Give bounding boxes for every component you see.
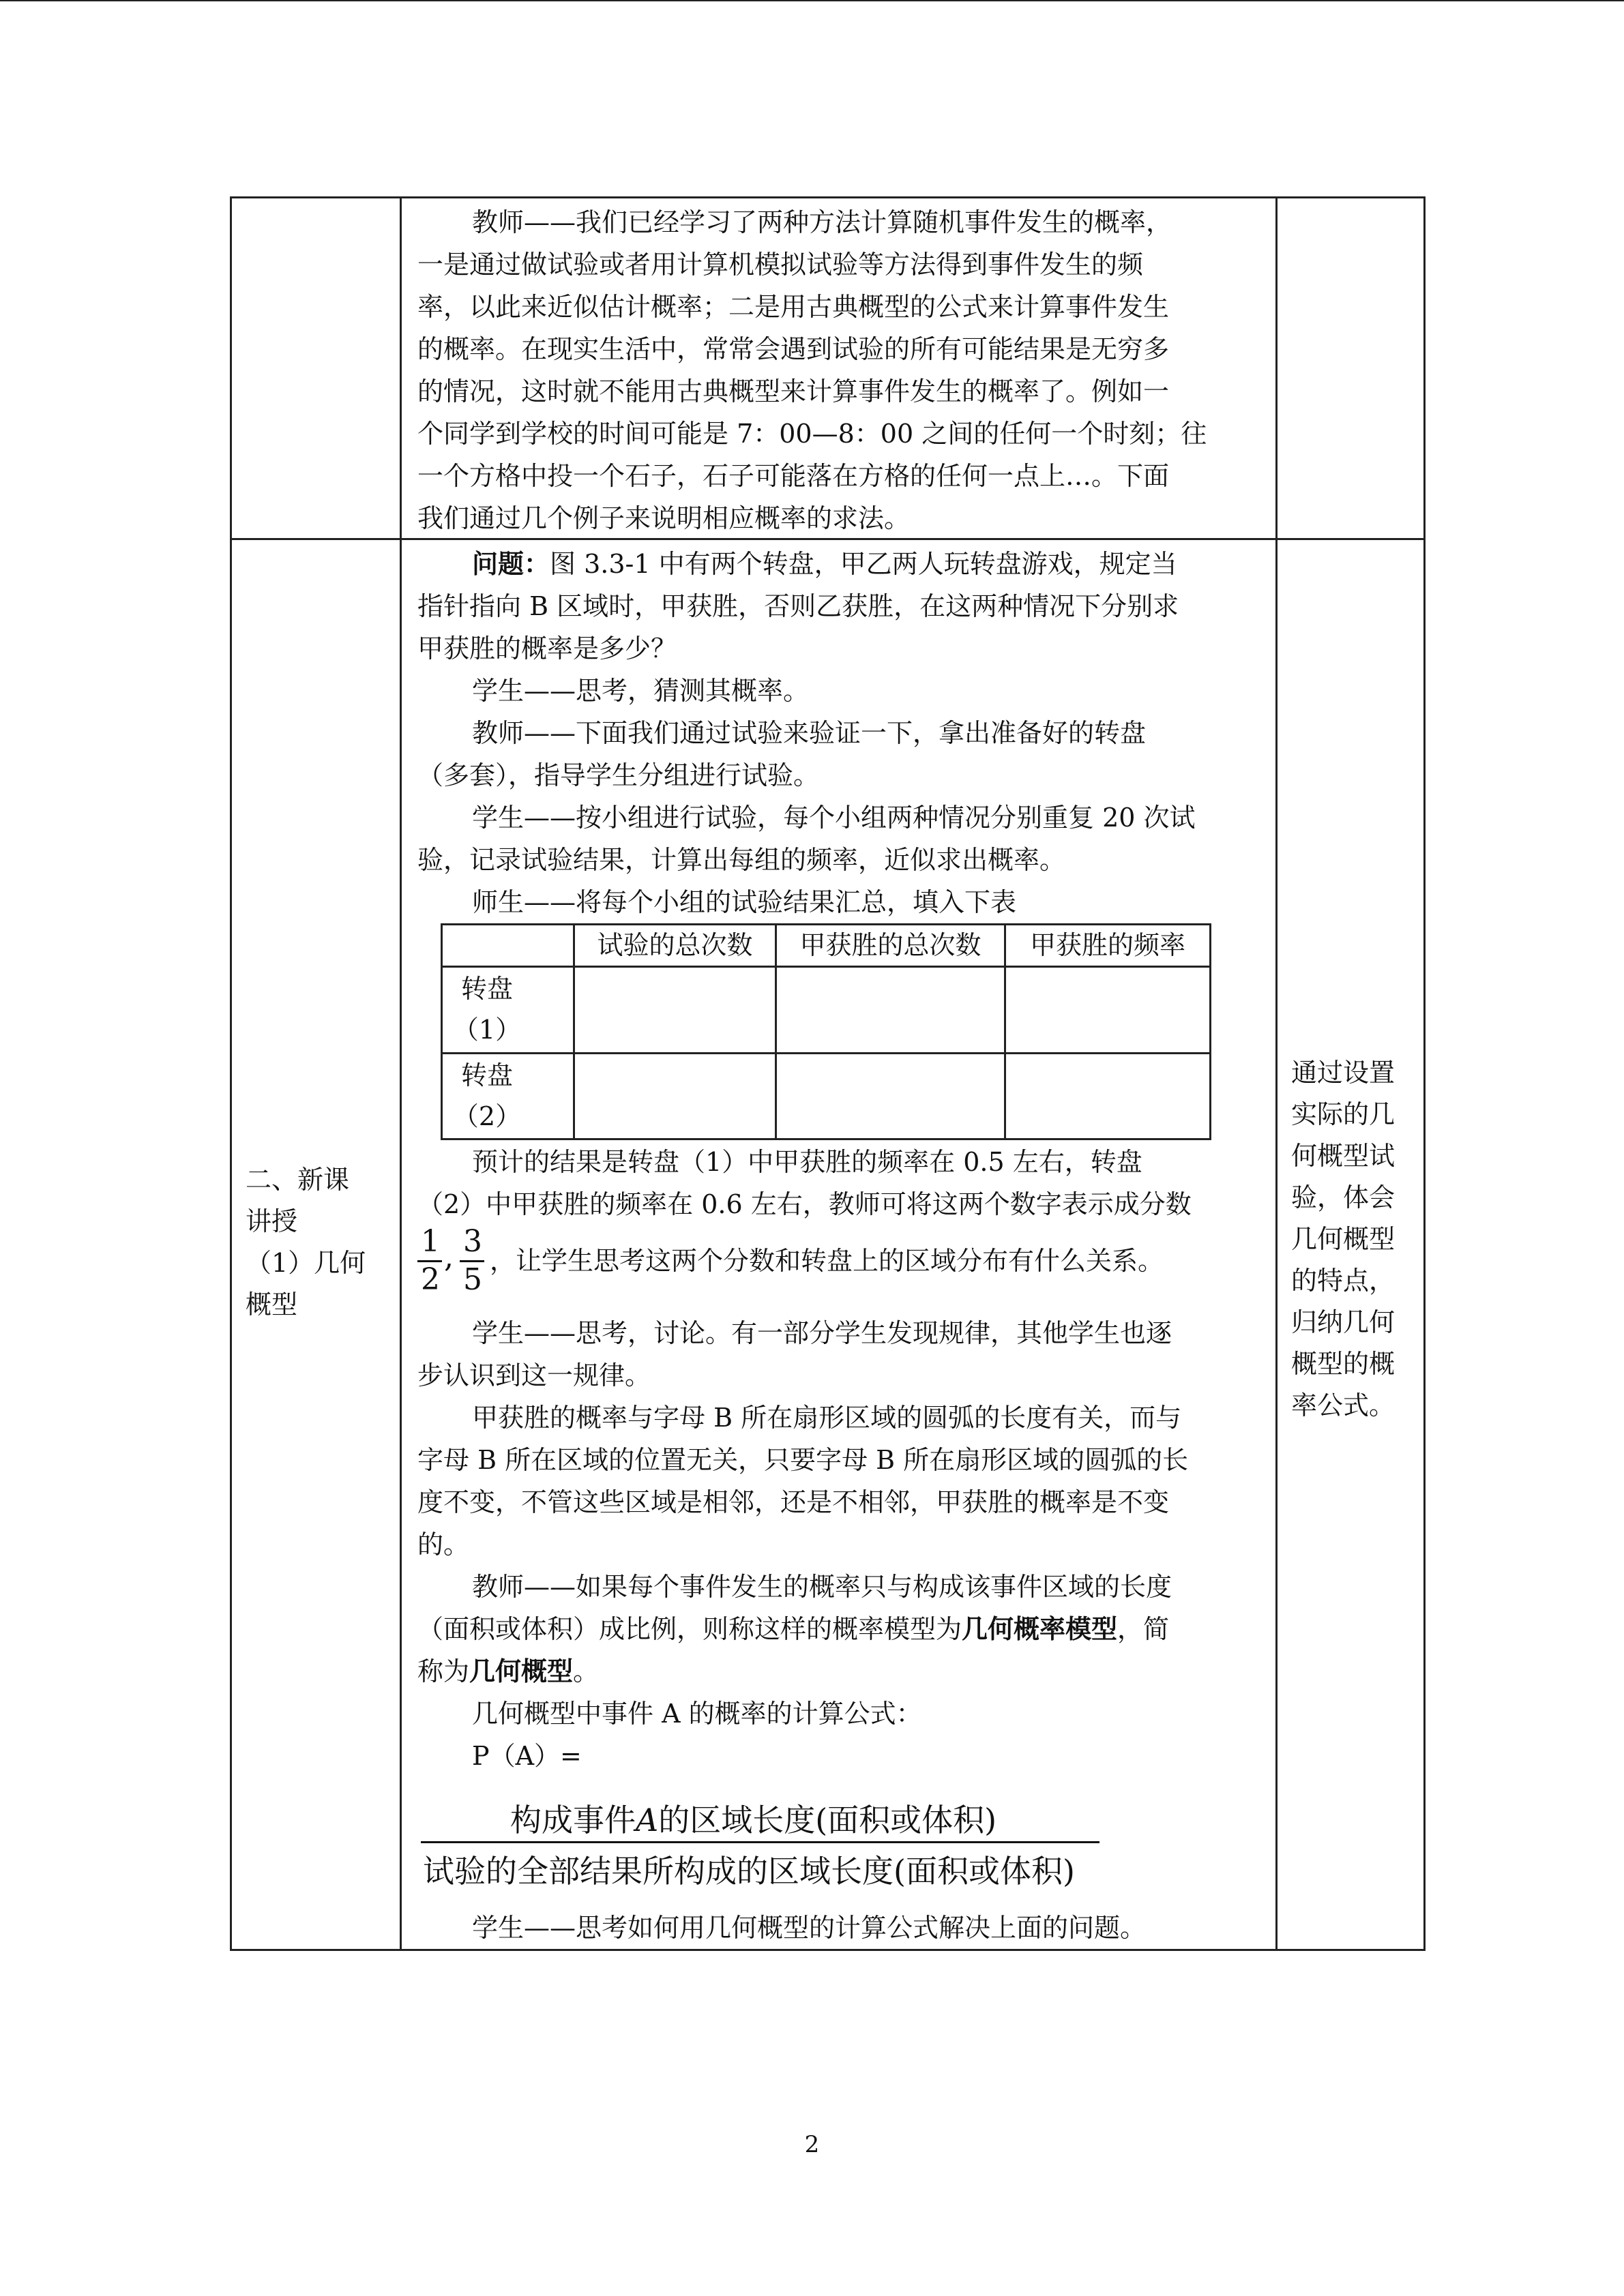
table-border-left <box>230 196 232 1951</box>
table-col-divider-2 <box>1275 196 1278 1951</box>
intro-line: 个同学到学校的时间可能是 7：00—8：00 之间的任何一个时刻；往 <box>417 419 1207 449</box>
intro-line: 一个方格中投一个石子，石子可能落在方格的任何一点上…。下面 <box>417 461 1170 491</box>
section-label-line: 二、新课 <box>246 1165 350 1195</box>
section-label-line: 概型 <box>246 1289 298 1320</box>
definition-text: ，简 <box>1117 1614 1170 1644</box>
problem-line: 甲获胜的概率是多少？ <box>417 633 677 664</box>
table-border-top <box>230 196 1426 198</box>
results-table-border <box>1209 923 1211 1140</box>
intro-line: 率，以此来近似估计概率；二是用古典概型的公式来计算事件发生 <box>417 292 1170 322</box>
student-line: 学生——思考，猜测其概率。 <box>472 676 810 706</box>
definition-text: 称为 <box>417 1656 470 1686</box>
design-note-line: 验，体会 <box>1291 1182 1396 1212</box>
problem-text: 图 3.3-1 中有两个转盘，甲乙两人玩转盘游戏，规定当 <box>550 549 1177 579</box>
results-table-border <box>441 966 1211 968</box>
analysis-line: 的。 <box>417 1530 470 1560</box>
table-header-cell: 试验的总次数 <box>597 930 753 960</box>
student-line: 验，记录试验结果，计算出每组的频率，近似求出概率。 <box>417 845 1066 875</box>
table-row-label-b: （2） <box>452 1101 522 1131</box>
definition-term: 几何概型 <box>469 1656 574 1686</box>
table-row-label-b: （1） <box>452 1015 522 1045</box>
table-border-bottom <box>230 1949 1426 1951</box>
fraction-numerator: 3 <box>463 1224 482 1259</box>
fraction-numerator: 1 <box>421 1224 440 1259</box>
fraction-separator: , <box>444 1240 454 1274</box>
page-number: 2 <box>804 2131 820 2158</box>
intro-line: 的情况，这时就不能用古典概型来计算事件发生的概率了。例如一 <box>417 376 1170 406</box>
table-border-right <box>1423 196 1426 1951</box>
design-note-line: 何概型试 <box>1291 1141 1396 1171</box>
design-note-line: 归纳几何 <box>1291 1307 1396 1337</box>
results-table-border <box>441 1052 1211 1054</box>
intro-line: 我们通过几个例子来说明相应概率的求法。 <box>417 503 911 533</box>
analysis-line: 甲获胜的概率与字母 B 所在扇形区域的圆弧的长度有关，而与 <box>472 1403 1182 1433</box>
analysis-line <box>417 1650 599 1693</box>
intro-line: 一是通过做试验或者用计算机模拟试验等方法得到事件发生的频 <box>417 250 1144 280</box>
design-note-line: 率公式。 <box>1291 1390 1396 1420</box>
definition-text: （面积或体积）成比例，则称这样的概率模型为 <box>417 1614 962 1644</box>
design-note-line: 的特点， <box>1291 1266 1396 1296</box>
analysis-line <box>417 1608 1169 1650</box>
analysis-line: 学生——思考，讨论。有一部分学生发现规律，其他学生也逐 <box>472 1318 1172 1348</box>
analysis-line: 字母 B 所在区域的位置无关，只要字母 B 所在扇形区域的圆弧的长 <box>417 1445 1189 1475</box>
table-header-cell: 甲获胜的频率 <box>1029 930 1185 960</box>
section-label-line: 讲授 <box>246 1206 298 1236</box>
section-label-line: （1）几何 <box>246 1248 366 1278</box>
definition-text: 。 <box>573 1656 600 1686</box>
table-row-label <box>443 1055 531 1137</box>
fraction-denominator: 5 <box>463 1262 482 1297</box>
table-header-cell: 甲获胜的总次数 <box>799 930 981 960</box>
analysis-line: 几何概型中事件 A 的概率的计算公式： <box>472 1699 922 1729</box>
results-table-border <box>441 1138 1211 1140</box>
formula-fraction-bar <box>421 1841 1099 1843</box>
table-row-label <box>443 968 531 1050</box>
intro-line: 教师——我们已经学习了两种方法计算随机事件发生的概率， <box>472 207 1172 237</box>
analysis-line: 教师——如果每个事件发生的概率只与构成该事件区域的长度 <box>472 1572 1172 1602</box>
teacher-line: （多套），指导学生分组进行试验。 <box>417 760 820 790</box>
definition-term: 几何概率模型 <box>962 1613 1118 1644</box>
probability-label: P（A）= <box>472 1741 582 1771</box>
table-row-label-a: 转盘 <box>460 974 513 1004</box>
design-note-line: 几何概型 <box>1291 1224 1396 1254</box>
analysis-line: 学生——思考如何用几何概型的计算公式解决上面的问题。 <box>472 1913 1147 1943</box>
analysis-line: 步认识到这一规律。 <box>417 1360 651 1390</box>
problem-label: 问题： <box>472 548 550 579</box>
analysis-line: 度不变，不管这些区域是相邻，还是不相邻，甲获胜的概率是不变 <box>417 1487 1170 1517</box>
teacher-student-line: 师生——将每个小组的试验结果汇总，填入下表 <box>472 887 1017 917</box>
formula-numerator: 构成事件A的区域长度(面积或体积) <box>510 1802 997 1838</box>
intro-line: 的概率。在现实生活中，常常会遇到试验的所有可能结果是无穷多 <box>417 334 1170 364</box>
design-note-line: 概型的概 <box>1291 1349 1396 1379</box>
teacher-line: 教师——下面我们通过试验来验证一下，拿出准备好的转盘 <box>472 718 1147 748</box>
table-row-label-a: 转盘 <box>460 1060 513 1090</box>
student-line: 学生——按小组进行试验，每个小组两种情况分别重复 20 次试 <box>472 803 1196 833</box>
design-note-line: 通过设置 <box>1291 1058 1396 1088</box>
analysis-line: ，让学生思考这两个分数和转盘上的区域分布有什么关系。 <box>490 1246 1164 1276</box>
formula-denominator: 试验的全部结果所构成的区域长度(面积或体积) <box>423 1853 1075 1890</box>
event-variable: A <box>636 1802 659 1838</box>
analysis-line: 预计的结果是转盘（1）中甲获胜的频率在 0.5 左右，转盘 <box>472 1147 1142 1177</box>
problem-line: 指针指向 B 区域时，甲获胜，否则乙获胜，在这两种情况下分别求 <box>417 591 1179 621</box>
analysis-line: （2）中甲获胜的频率在 0.6 左右，教师可将这两个数字表示成分数 <box>417 1189 1192 1219</box>
page-top-border <box>0 0 1624 1</box>
table-col-divider-1 <box>400 196 402 1951</box>
problem-line <box>472 543 1177 585</box>
fraction-denominator: 2 <box>421 1262 440 1297</box>
design-note-line: 实际的几 <box>1291 1099 1396 1129</box>
